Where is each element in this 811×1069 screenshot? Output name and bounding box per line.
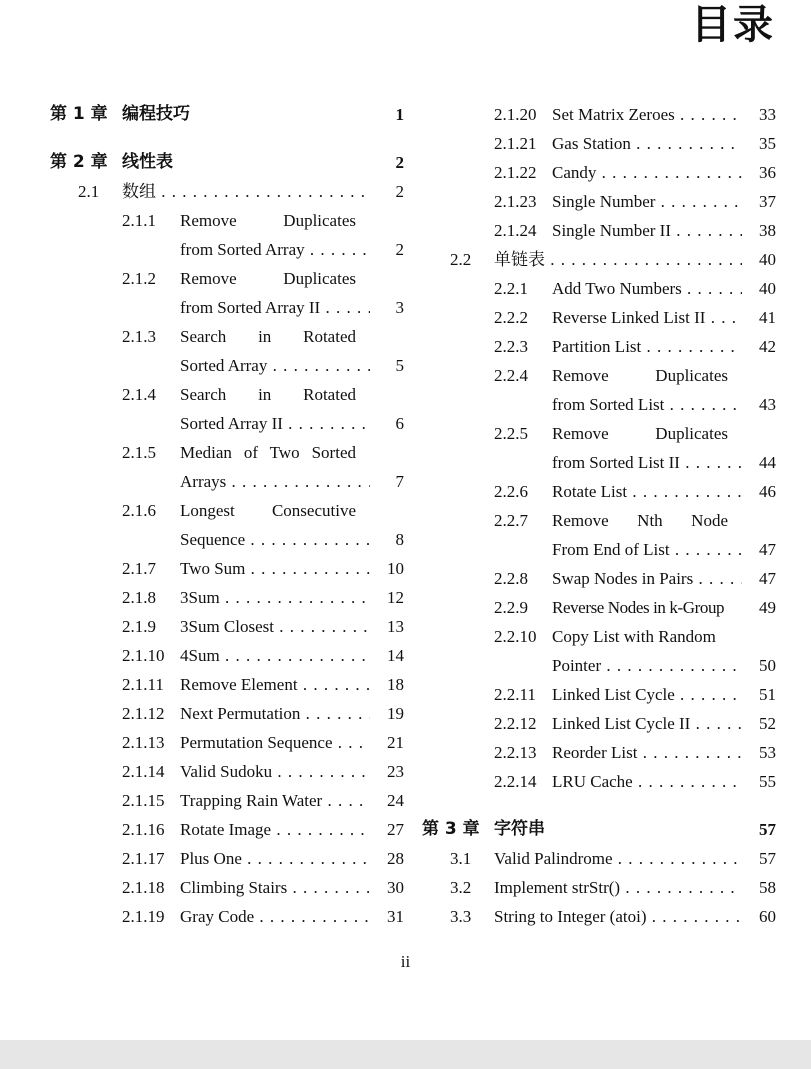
- toc-entry-2-2-7[interactable]: 2.2.7 Remove Nth Node: [494, 511, 728, 530]
- toc-entry-2-2-10[interactable]: 2.2.10 Copy List with Random: [494, 627, 716, 646]
- toc-entry-2-2-14[interactable]: 2.2.14 LRU Cache . . . 55: [422, 767, 776, 796]
- toc-section-3-1[interactable]: 3.1 Valid Palindrome . . . 57: [422, 844, 776, 873]
- toc-entry-2-1-5-cont[interactable]: Arrays . . . 7: [50, 467, 404, 496]
- toc-entry-2-1-2[interactable]: 2.1.2 Remove Duplicates: [122, 269, 356, 288]
- toc-entry-2-1-20[interactable]: 2.1.20 Set Matrix Zeroes . . . 33: [422, 100, 776, 129]
- toc-entry-2-1-21[interactable]: 2.1.21 Gas Station . . . 35: [422, 129, 776, 158]
- toc-entry-2-2-7-cont[interactable]: From End of List . . . 47: [422, 535, 776, 564]
- toc-entry-2-2-12[interactable]: 2.2.12 Linked List Cycle II . . . 52: [422, 709, 776, 738]
- page-title: 目录: [691, 2, 775, 48]
- toc-entry-2-2-13[interactable]: 2.2.13 Reorder List . . . 53: [422, 738, 776, 767]
- toc-chapter-2[interactable]: 第 2 章 线性表 2: [50, 152, 404, 172]
- toc-entry-2-2-6[interactable]: 2.2.6 Rotate List . . . 46: [422, 477, 776, 506]
- toc-entry-2-1-23[interactable]: 2.1.23 Single Number . . . 37: [422, 187, 776, 216]
- toc-entry-2-2-5-cont[interactable]: from Sorted List II . . . 44: [422, 448, 776, 477]
- toc-entry-2-1-3-cont[interactable]: Sorted Array . . . 5: [50, 351, 404, 380]
- toc-entry-2-2-4-cont[interactable]: from Sorted List . . . 43: [422, 390, 776, 419]
- toc-column-left: [50, 100, 404, 931]
- toc-entry-2-1-13[interactable]: 2.1.13 Permutation Sequence . . . 21: [50, 728, 404, 757]
- toc-section-3-2[interactable]: 3.2 Implement strStr() . . . 58: [422, 873, 776, 902]
- toc-entry-2-2-11[interactable]: 2.2.11 Linked List Cycle . . . 51: [422, 680, 776, 709]
- toc-entry-2-1-5[interactable]: 2.1.5 Median of Two Sorted: [122, 443, 356, 462]
- toc-entry-2-1-11[interactable]: 2.1.11 Remove Element . . . 18: [50, 670, 404, 699]
- toc-entry-2-1-22[interactable]: 2.1.22 Candy . . . 36: [422, 158, 776, 187]
- toc-entry-2-1-10[interactable]: 2.1.10 4Sum . . . 14: [50, 641, 404, 670]
- toc-entry-2-1-3[interactable]: 2.1.3 Search in Rotated: [122, 327, 356, 346]
- toc-entry-2-2-10-cont[interactable]: Pointer . . . 50: [422, 651, 776, 680]
- page-number: ii: [400, 952, 411, 971]
- toc-entry-2-1-14[interactable]: 2.1.14 Valid Sudoku . . . 23: [50, 757, 404, 786]
- toc-entry-2-1-12[interactable]: 2.1.12 Next Permutation . . . 19: [50, 699, 404, 728]
- toc-entry-2-2-9[interactable]: 2.2.9 Reverse Nodes in k-Group 49: [494, 598, 776, 617]
- toc-entry-2-1-8[interactable]: 2.1.8 3Sum . . . 12: [50, 583, 404, 612]
- toc-entry-2-1-24[interactable]: 2.1.24 Single Number II . . . 38: [422, 216, 776, 245]
- toc-entry-2-1-9[interactable]: 2.1.9 3Sum Closest . . . 13: [50, 612, 404, 641]
- toc-entry-2-1-17[interactable]: 2.1.17 Plus One . . . 28: [50, 844, 404, 873]
- toc-entry-2-1-4-cont[interactable]: Sorted Array II . . . 6: [50, 409, 404, 438]
- toc-entry-2-2-8[interactable]: 2.2.8 Swap Nodes in Pairs . . . 47: [422, 564, 776, 593]
- toc-entry-2-1-18[interactable]: 2.1.18 Climbing Stairs . . . 30: [50, 873, 404, 902]
- toc-entry-2-1-7[interactable]: 2.1.7 Two Sum . . . 10: [50, 554, 404, 583]
- toc-entry-2-1-19[interactable]: 2.1.19 Gray Code . . . 31: [50, 902, 404, 931]
- toc-section-2-2[interactable]: 2.2 单链表 . . . 40: [422, 245, 776, 274]
- toc-entry-2-1-1[interactable]: 2.1.1 Remove Duplicates: [122, 211, 356, 230]
- toc-entry-2-1-2-cont[interactable]: from Sorted Array II . . . 3: [50, 293, 404, 322]
- toc-chapter-1[interactable]: 第 1 章 编程技巧 1: [50, 104, 404, 124]
- toc-entry-2-1-1-cont[interactable]: from Sorted Array . . . 2: [50, 235, 404, 264]
- toc-entry-2-1-15[interactable]: 2.1.15 Trapping Rain Water . . . 24: [50, 786, 404, 815]
- toc-column-right: [422, 100, 776, 931]
- toc-entry-2-2-5[interactable]: 2.2.5 Remove Duplicates: [494, 424, 728, 443]
- toc-entry-2-1-6[interactable]: 2.1.6 Longest Consecutive: [122, 501, 356, 520]
- toc-entry-2-1-4[interactable]: 2.1.4 Search in Rotated: [122, 385, 356, 404]
- toc-entry-2-2-4[interactable]: 2.2.4 Remove Duplicates: [494, 366, 728, 385]
- bottom-scroll-bar: [0, 1040, 811, 1069]
- toc-entry-2-2-1[interactable]: 2.2.1 Add Two Numbers . . . 40: [422, 274, 776, 303]
- toc-section-2-1[interactable]: 2.1 数组 . . . 2: [50, 177, 404, 206]
- toc-entry-2-1-6-cont[interactable]: Sequence . . . 8: [50, 525, 404, 554]
- toc-entry-2-2-2[interactable]: 2.2.2 Reverse Linked List II . . . 41: [422, 303, 776, 332]
- toc-entry-2-1-16[interactable]: 2.1.16 Rotate Image . . . 27: [50, 815, 404, 844]
- toc-chapter-3[interactable]: 第 3 章 字符串 57: [422, 819, 776, 839]
- toc-section-3-3[interactable]: 3.3 String to Integer (atoi) . . . 60: [422, 902, 776, 931]
- toc-entry-2-2-3[interactable]: 2.2.3 Partition List . . . 42: [422, 332, 776, 361]
